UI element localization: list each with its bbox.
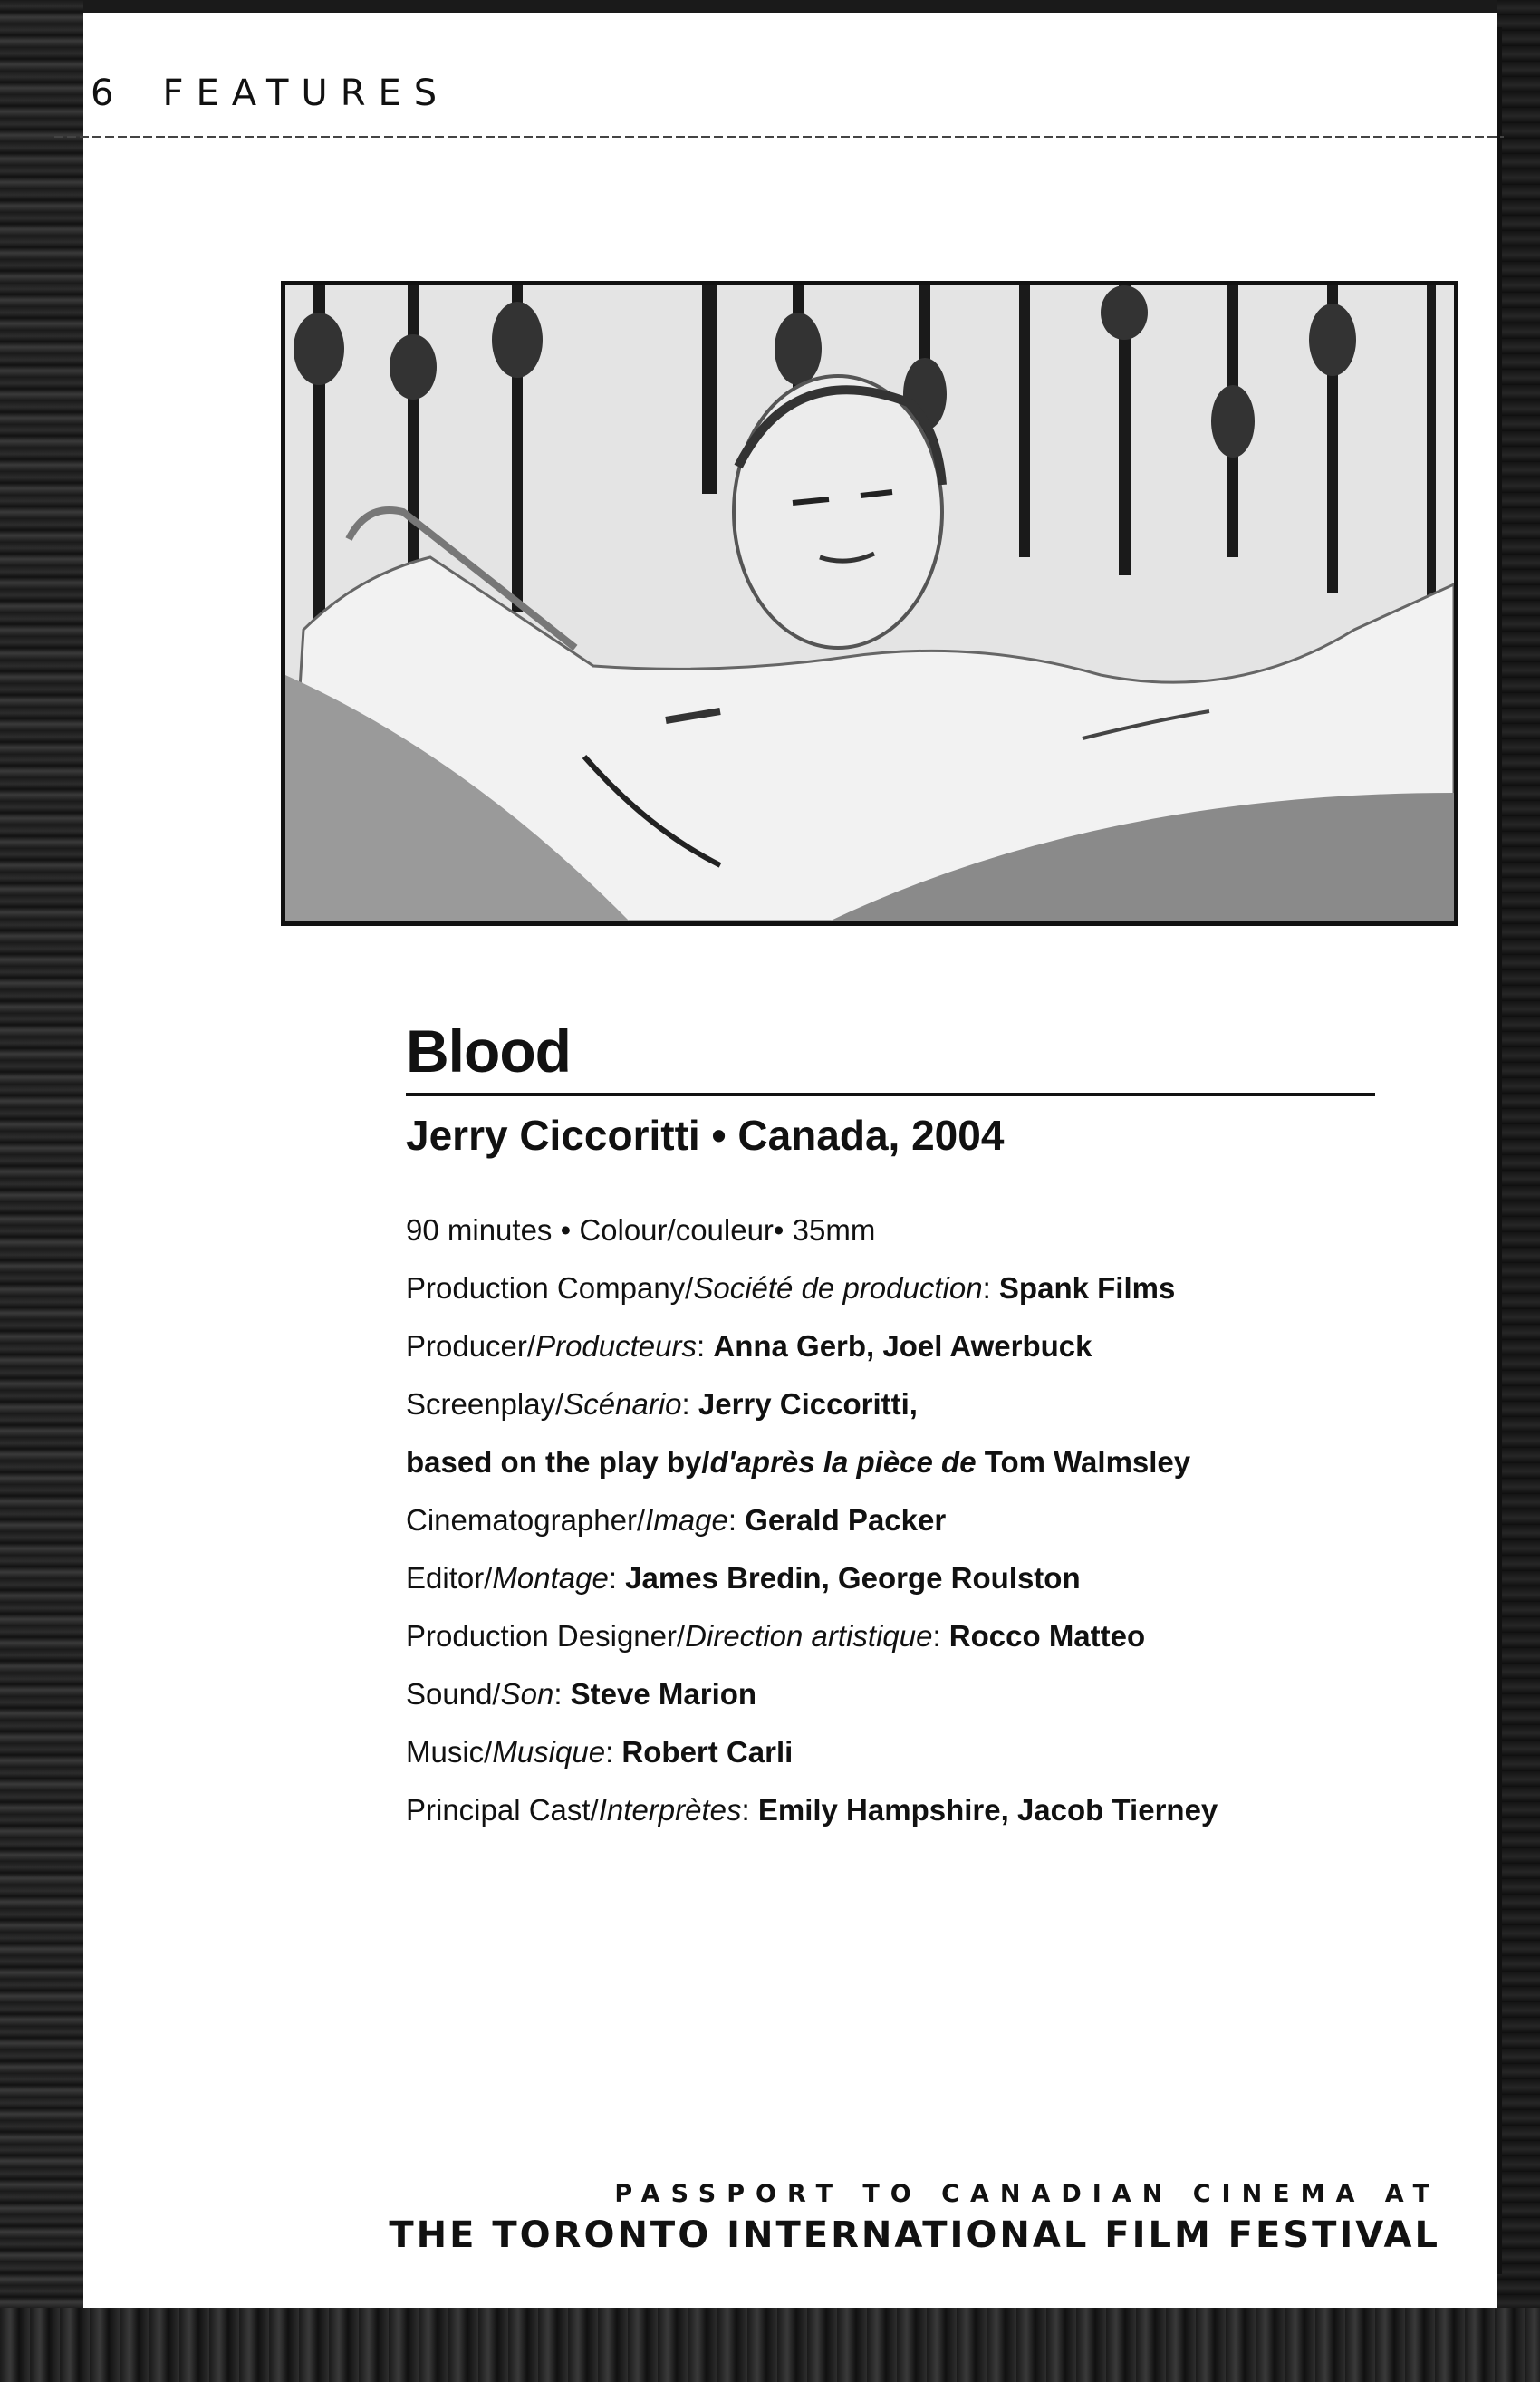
page-number: 6 <box>91 72 127 114</box>
credit-music: Music/Musique: Robert Carli <box>406 1735 794 1769</box>
credit-label-fr: Direction artistique <box>685 1619 933 1653</box>
header-rule <box>54 136 1504 138</box>
credit-label: Editor/ <box>406 1561 493 1595</box>
credit-label-fr: Société de production <box>693 1271 983 1305</box>
film-byline: Jerry Ciccoritti • Canada, 2004 <box>406 1112 1005 1159</box>
scan-border-bottom <box>0 2308 1540 2382</box>
credit-label-fr: Musique <box>492 1735 606 1769</box>
title-rule <box>406 1093 1375 1096</box>
credit-label: Principal Cast/ <box>406 1793 599 1827</box>
credit-label: Producer/ <box>406 1329 536 1363</box>
credit-label-fr: Montage <box>492 1561 609 1595</box>
credit-label: Cinematographer/ <box>406 1503 646 1537</box>
credit-value: Gerald Packer <box>745 1503 947 1537</box>
credit-based-on <box>406 1442 1420 1500</box>
credit-value: Robert Carli <box>621 1735 794 1769</box>
credits-list <box>406 1210 1420 1848</box>
credit-screenplay: Screenplay/Scénario: Jerry Ciccoritti, <box>406 1387 918 1421</box>
credit-label: Production Designer/ <box>406 1619 686 1653</box>
credit-value: James Bredin, George Roulston <box>625 1561 1081 1595</box>
scan-border-right <box>1497 0 1540 2382</box>
credit-value: Rocco Matteo <box>948 1619 1146 1653</box>
credit-principal-cast: Principal Cast/Interprètes: Emily Hampshire, Jacob Tierney <box>406 1793 1218 1827</box>
credit-label: Screenplay/ <box>406 1387 564 1421</box>
section-title: FEATURES <box>162 72 450 114</box>
credit-sound: Sound/Son: Steve Marion <box>406 1677 757 1711</box>
credit-label: based on the play by/ <box>406 1445 710 1479</box>
film-still-photo <box>281 281 1458 926</box>
credit-label-fr: Producteurs <box>535 1329 698 1363</box>
credit-value: Spank Films <box>998 1271 1176 1305</box>
credit-production-designer: Production Designer/Direction artistique: Rocco Matteo <box>406 1619 1146 1653</box>
scan-border-top <box>0 0 1540 13</box>
credit-label-fr: d'après la pièce de <box>709 1445 977 1479</box>
credit-value: Emily Hampshire, Jacob Tierney <box>757 1793 1218 1827</box>
tech-specs: 90 minutes • Colour/couleur• 35mm <box>406 1213 876 1247</box>
page-edge-rule <box>1497 27 1502 2274</box>
credit-editor: Editor/Montage: James Bredin, George Roulston <box>406 1561 1081 1595</box>
credit-value: Jerry Ciccoritti, <box>698 1387 918 1421</box>
credit-label-fr: Image <box>645 1503 728 1537</box>
footer-tagline: PASSPORT TO CANADIAN CINEMA AT <box>614 2180 1440 2208</box>
credit-label: Production Company/ <box>406 1271 694 1305</box>
footer-festival-name: THE TORONTO INTERNATIONAL FILM FESTIVAL <box>389 2214 1440 2256</box>
scan-border-left <box>0 0 83 2382</box>
film-title: Blood <box>406 1017 571 1085</box>
film-still-illustration <box>285 285 1454 921</box>
credit-label: Music/ <box>406 1735 493 1769</box>
credit-label-fr: Son <box>500 1677 554 1711</box>
credit-label: Sound/ <box>406 1677 501 1711</box>
credit-label-fr: Interprètes <box>598 1793 742 1827</box>
credit-producer: Producer/Producteurs: Anna Gerb, Joel Awerbuck <box>406 1329 1092 1363</box>
credit-production-company: Production Company/Société de production: Spank Films <box>406 1271 1176 1305</box>
credit-value: Steve Marion <box>570 1677 757 1711</box>
page-header <box>91 72 449 114</box>
credit-label-fr: Scénario <box>563 1387 682 1421</box>
credit-cinematographer: Cinematographer/Image: Gerald Packer <box>406 1503 947 1537</box>
credit-value: Anna Gerb, Joel Awerbuck <box>713 1329 1092 1363</box>
credit-value: Tom Walmsley <box>984 1445 1191 1479</box>
